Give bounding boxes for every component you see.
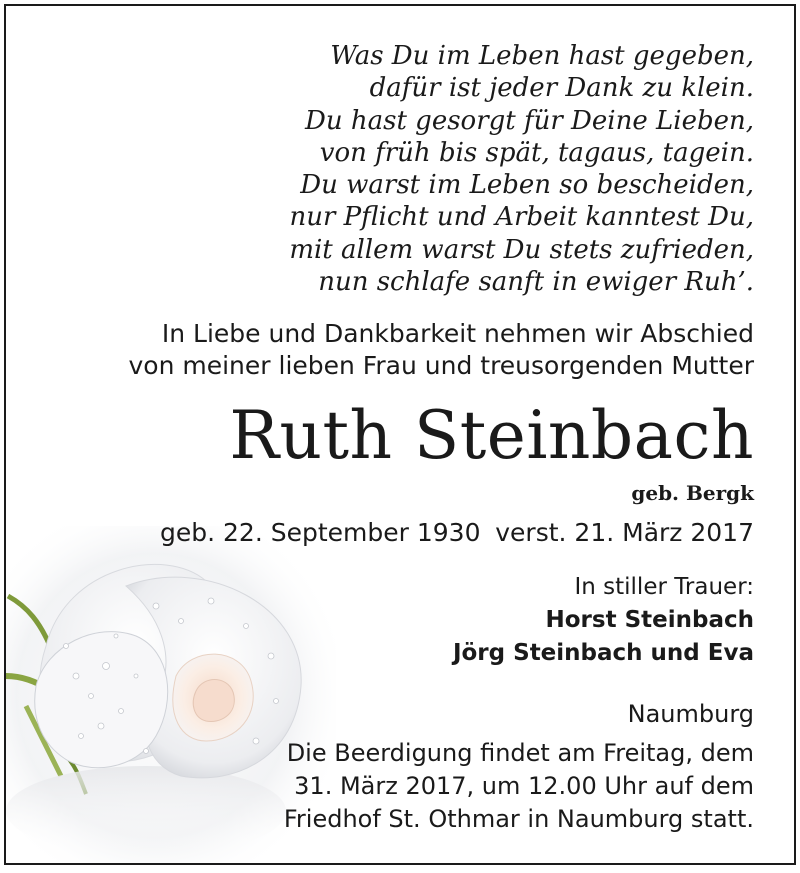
maiden-name: geb. Bergk <box>631 481 754 505</box>
mourner-name: Jörg Steinbach und Eva <box>452 640 754 666</box>
funeral-info <box>284 737 754 836</box>
farewell-intro <box>128 318 754 382</box>
mourner-name: Horst Steinbach <box>545 607 754 633</box>
poem-line: dafür ist jeder Dank zu klein. <box>369 73 754 104</box>
poem <box>289 40 754 298</box>
poem-line: Du warst im Leben so bescheiden, <box>300 170 754 201</box>
funeral-line: 31. März 2017, um 12.00 Uhr auf dem <box>294 772 754 800</box>
intro-line: von meiner lieben Frau und treusorgenden Mutter <box>128 351 754 380</box>
deceased-name: Ruth Steinbach <box>229 397 754 474</box>
poem-line: Du hast gesorgt für Deine Lieben, <box>305 105 754 136</box>
death-date: verst. 21. März 2017 <box>495 518 754 547</box>
birth-date: geb. 22. September 1930 <box>160 518 481 547</box>
poem-line: Was Du im Leben hast gegeben, <box>330 41 754 71</box>
funeral-line: Die Beerdigung findet am Freitag, dem <box>286 739 754 767</box>
obituary-notice <box>4 4 796 865</box>
intro-line: In Liebe und Dankbarkeit nehmen wir Abschied <box>161 319 754 348</box>
place: Naumburg <box>627 700 754 728</box>
funeral-line: Friedhof St. Othmar in Naumburg statt. <box>283 805 754 833</box>
poem-line: nur Pflicht und Arbeit kanntest Du, <box>289 202 754 233</box>
mourners <box>453 571 754 670</box>
poem-line: nun schlafe sanft in ewiger Ruh’. <box>318 267 754 298</box>
mourners-heading: In stiller Trauer: <box>574 574 754 600</box>
poem-line: von früh bis spät, tagaus, tagein. <box>319 137 754 168</box>
poem-line: mit allem warst Du stets zufrieden, <box>289 234 754 265</box>
